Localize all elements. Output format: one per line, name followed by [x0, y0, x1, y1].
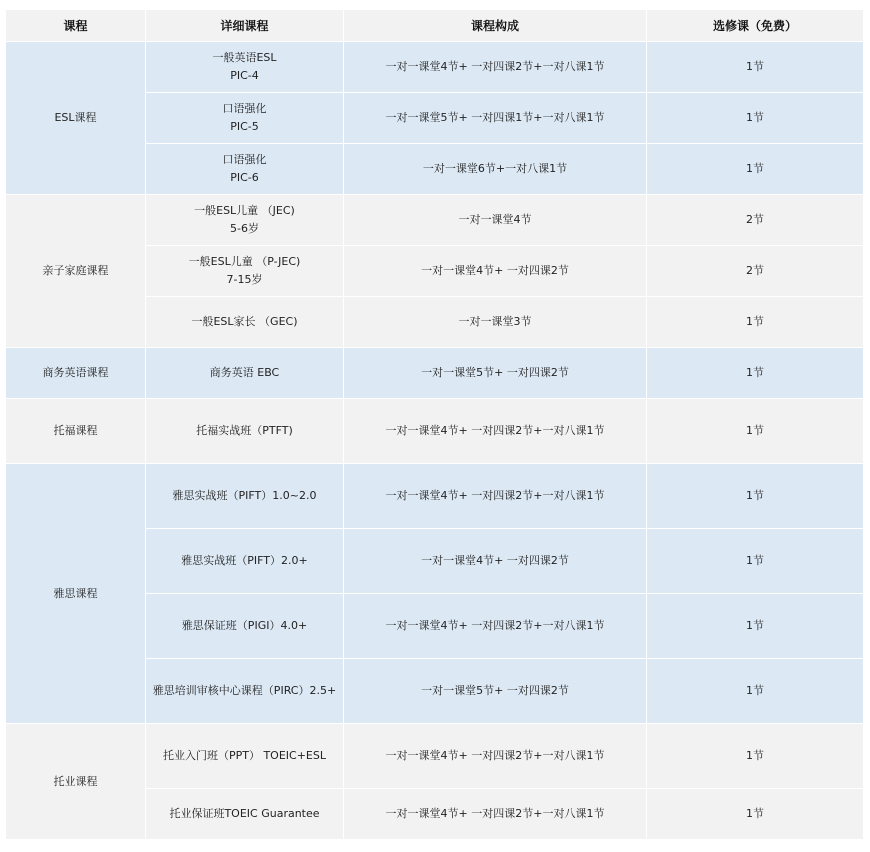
- elective-count: 1节: [647, 348, 864, 399]
- table-row: [6, 195, 864, 246]
- course-detail: [146, 789, 344, 840]
- course-detail-line: 一般ESL儿童 （JEC): [194, 204, 295, 217]
- course-detail-line: 口语强化: [222, 102, 267, 115]
- elective-count: 1节: [647, 399, 864, 464]
- course-detail-line: PIC-4: [230, 69, 259, 82]
- course-composition: 一对一课堂4节+ 一对四课2节+一对八课1节: [344, 724, 647, 789]
- course-detail-line: 5-6岁: [230, 222, 259, 235]
- course-detail: [146, 594, 344, 659]
- elective-count: 2节: [647, 195, 864, 246]
- course-detail-line: 雅思实战班（PIFT）2.0+: [181, 554, 308, 567]
- table-body: [6, 42, 864, 840]
- course-detail-line: PIC-5: [230, 120, 259, 133]
- course-detail-line: 口语强化: [222, 153, 267, 166]
- header-elective: 选修课（免费）: [647, 10, 864, 42]
- course-detail-line: 一般英语ESL: [212, 51, 277, 64]
- course-detail: [146, 195, 344, 246]
- elective-count: 1节: [647, 724, 864, 789]
- course-detail-line: PIC-6: [230, 171, 259, 184]
- course-composition: 一对一课堂4节+ 一对四课2节: [344, 529, 647, 594]
- course-composition: 一对一课堂5节+ 一对四课1节+一对八课1节: [344, 93, 647, 144]
- course-detail-line: 一般ESL家长 （GEC): [191, 315, 298, 328]
- course-detail: [146, 297, 344, 348]
- course-detail: [146, 724, 344, 789]
- course-composition: 一对一课堂6节+一对八课1节: [344, 144, 647, 195]
- course-detail: [146, 348, 344, 399]
- elective-count: 1节: [647, 659, 864, 724]
- elective-count: 1节: [647, 594, 864, 659]
- course-composition: 一对一课堂4节+ 一对四课2节+一对八课1节: [344, 789, 647, 840]
- course-category: 托业课程: [6, 724, 146, 840]
- header-row: [6, 10, 864, 42]
- course-detail-line: 7-15岁: [226, 273, 263, 286]
- elective-count: 1节: [647, 789, 864, 840]
- course-category: 托福课程: [6, 399, 146, 464]
- course-detail: [146, 144, 344, 195]
- elective-count: 1节: [647, 93, 864, 144]
- header-detail: 详细课程: [146, 10, 344, 42]
- course-composition: 一对一课堂4节+ 一对四课2节+一对八课1节: [344, 464, 647, 529]
- course-category: ESL课程: [6, 42, 146, 195]
- elective-count: 1节: [647, 464, 864, 529]
- course-detail-line: 托业入门班（PPT） TOEIC+ESL: [162, 749, 326, 762]
- course-detail: [146, 529, 344, 594]
- elective-count: 2节: [647, 246, 864, 297]
- course-detail: [146, 42, 344, 93]
- course-detail-line: 一般ESL儿童 （P-JEC): [188, 255, 301, 268]
- course-detail-line: 托业保证班TOEIC Guarantee: [169, 807, 320, 820]
- course-detail-line: 雅思培训审核中心课程（PIRC）2.5+: [152, 684, 337, 697]
- course-detail-line: 托福实战班（PTFT): [196, 424, 293, 437]
- course-detail: [146, 464, 344, 529]
- table-row: [6, 42, 864, 93]
- header-course: 课程: [6, 10, 146, 42]
- course-detail-line: 雅思实战班（PIFT）1.0~2.0: [172, 489, 317, 502]
- course-detail-line: 商务英语 EBC: [209, 366, 280, 379]
- course-category: 雅思课程: [6, 464, 146, 724]
- table-row: [6, 399, 864, 464]
- course-composition: 一对一课堂5节+ 一对四课2节: [344, 659, 647, 724]
- elective-count: 1节: [647, 529, 864, 594]
- course-detail: [146, 399, 344, 464]
- course-detail-line: 雅思保证班（PIGI）4.0+: [181, 619, 308, 632]
- elective-count: 1节: [647, 144, 864, 195]
- course-category: 商务英语课程: [6, 348, 146, 399]
- course-composition: 一对一课堂3节: [344, 297, 647, 348]
- table-row: [6, 348, 864, 399]
- course-composition: 一对一课堂4节: [344, 195, 647, 246]
- course-composition: 一对一课堂4节+ 一对四课2节+一对八课1节: [344, 42, 647, 93]
- elective-count: 1节: [647, 42, 864, 93]
- course-detail: [146, 93, 344, 144]
- header-composition: 课程构成: [344, 10, 647, 42]
- course-detail: [146, 246, 344, 297]
- course-detail: [146, 659, 344, 724]
- course-category: 亲子家庭课程: [6, 195, 146, 348]
- course-composition: 一对一课堂4节+ 一对四课2节+一对八课1节: [344, 399, 647, 464]
- elective-count: 1节: [647, 297, 864, 348]
- table-row: [6, 464, 864, 529]
- course-table: [5, 9, 864, 840]
- course-composition: 一对一课堂4节+ 一对四课2节+一对八课1节: [344, 594, 647, 659]
- course-composition: 一对一课堂4节+ 一对四课2节: [344, 246, 647, 297]
- course-composition: 一对一课堂5节+ 一对四课2节: [344, 348, 647, 399]
- table-row: [6, 724, 864, 789]
- course-table-container: [5, 9, 863, 840]
